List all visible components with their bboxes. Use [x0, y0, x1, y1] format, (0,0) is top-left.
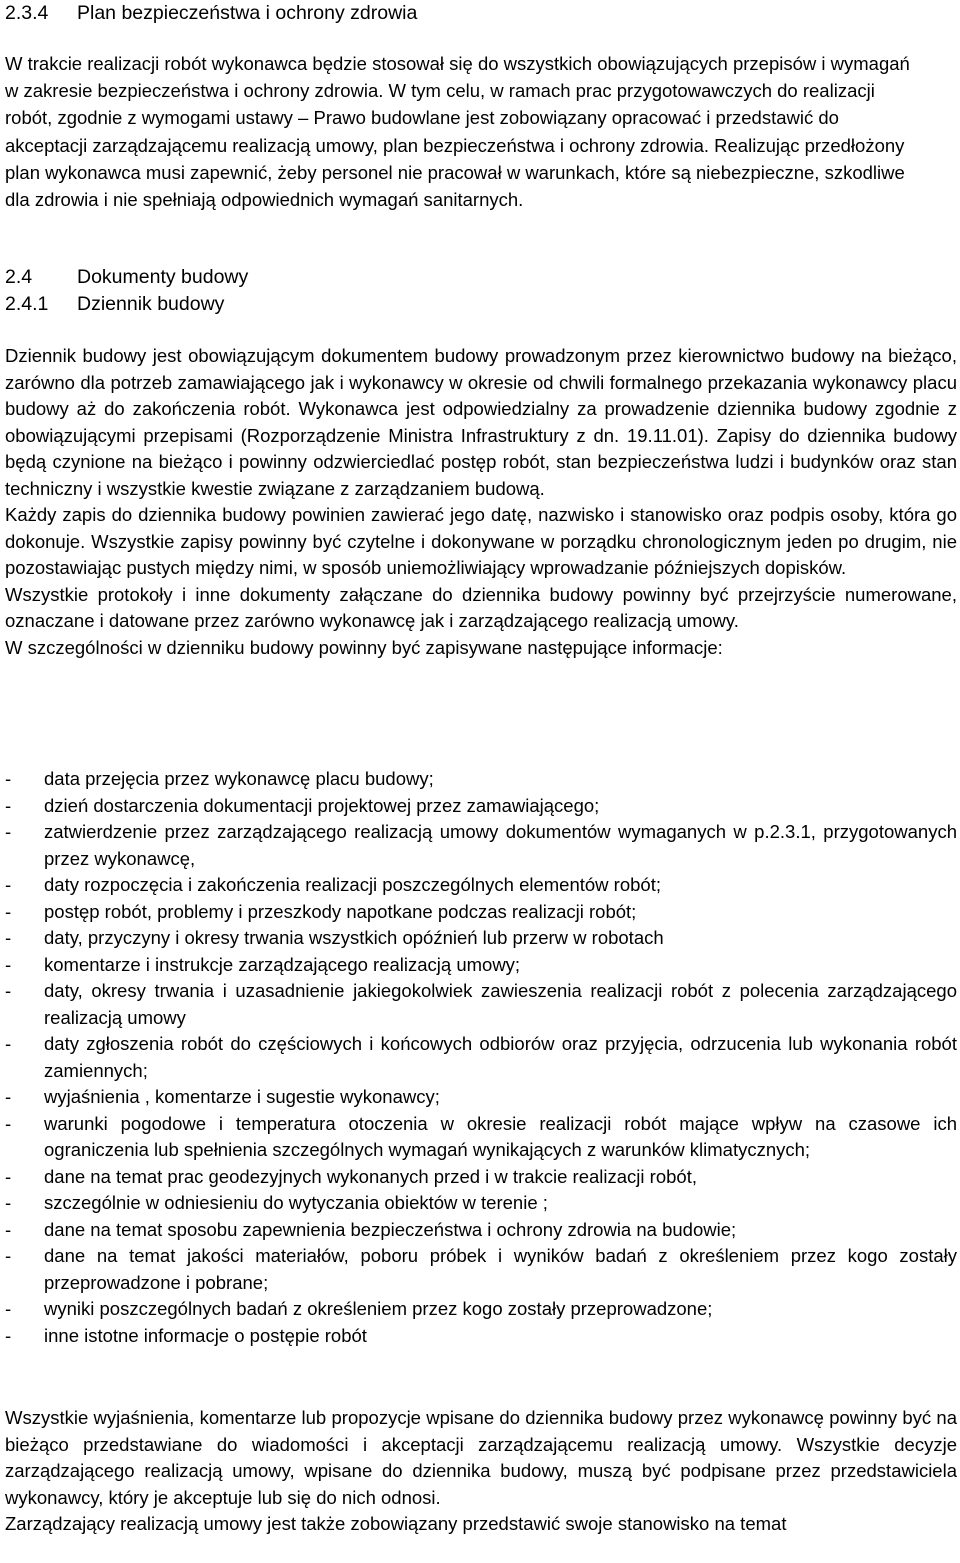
- heading-title: Dokumenty budowy: [77, 266, 249, 288]
- bullet-marker: -: [5, 900, 12, 922]
- list-item-text: warunki pogodowe i temperatura otoczenia w okresie realizacji robót mające wpływ na czasowe ich ograniczenia lub spełnienia szczególnych wymagań wynikających z warunków klimatycznych;: [44, 1112, 957, 1160]
- bullet-marker: -: [5, 1324, 12, 1346]
- list-item: [5, 978, 957, 1031]
- bullet-marker: -: [5, 1192, 12, 1213]
- list-item-text: wyniki poszczególnych badań z określeniem przez kogo zostały przeprowadzone;: [44, 1298, 713, 1319]
- heading-number: 2.3.4: [5, 2, 49, 24]
- bullet-marker: -: [5, 768, 12, 789]
- bullet-marker: -: [5, 794, 12, 816]
- list-item-text: daty rozpoczęcia i zakończenia realizacji poszczególnych elementów robót;: [44, 874, 661, 895]
- list-item-text: daty, okresy trwania i uzasadnienie jakiegokolwiek zawieszenia realizacji robót z polecenia zarządzającego realizacją umowy: [44, 980, 957, 1028]
- section-heading-2-3-4: [5, 2, 417, 25]
- list-item-text: zatwierdzenie przez zarządzającego realizacją umowy dokumentów wymaganych w p.2.3.1, przygotowanych przez wykonawcę,: [44, 821, 957, 869]
- section-heading-2-4: [5, 266, 248, 289]
- list-item-text: daty zgłoszenia robót do częściowych i końcowych odbiorów oraz przyjęcia, odrzucenia lub wykonania robót zamiennych;: [44, 1033, 957, 1081]
- list-item: [5, 793, 957, 820]
- list-item: [5, 952, 957, 979]
- list-item: [5, 899, 957, 926]
- section-heading-2-4-1: [5, 293, 224, 316]
- bullet-marker: -: [5, 1245, 12, 1266]
- list-item-text: komentarze i instrukcje zarządzającego realizacją umowy;: [44, 953, 521, 975]
- list-item: [5, 1031, 957, 1084]
- bullet-marker: -: [5, 821, 12, 842]
- intro-paragraph: W trakcie realizacji robót wykonawca będzie stosował się do wszystkich obowiązujących przepisów i wymagań w zakresie bezpieczeństwa i ochrony zdrowia. W tym celu, w ramach prac przygotowawczych do realizacji robót, zgodnie z wymogami ustawy – Prawo budowlane jest zobowiązany opracować i przedstawić do akceptacji zarządzającemu realizacją umowy, plan bezpieczeństwa i ochrony zdrowia. Realizując przedłożony plan wykonawca musi zapewnić, żeby personel nie pracował w warunkach, które są niebezpieczne, szkodliwe dla zdrowia i nie spełniają odpowiednich wymagań sanitarnych.: [5, 53, 910, 211]
- paragraph: Każdy zapis do dziennika budowy powinien zawierać jego datę, nazwisko i stanowisko oraz podpis osoby, która go dokonuje. Wszystkie zapisy powinny być czytelne i dokonywane w porządku chronologicznym jeden po drugim, nie pozostawiając pustych między nimi, w sposób uniemożliwiający wprowadzanie późniejszych dopisków.: [5, 504, 957, 578]
- bullet-marker: -: [5, 927, 12, 948]
- paragraph: Wszystkie wyjaśnienia, komentarze lub propozycje wpisane do dziennika budowy przez wykonawcę powinny być na bieżąco przedstawiane do wiadomości i akceptacji zarządzającemu realizacją umowy. Wszystkie decyzje zarządzającego realizacją umowy, wpisane do dziennika budowy, muszą być podpisane przez przedstawiciela wykonawcy, który je akceptuje lub się do nich odnosi.: [5, 1407, 957, 1508]
- list-item-text: daty, przyczyny i okresy trwania wszystkich opóźnień lub przerw w robotach: [44, 927, 664, 948]
- paragraph: Wszystkie protokoły i inne dokumenty załączane do dziennika budowy powinny być przejrzyście numerowane, oznaczane i datowane przez zarówno wykonawcę jak i zarządzającego realizacją umowy.: [5, 583, 957, 631]
- list-item-text: inne istotne informacje o postępie robót: [44, 1324, 367, 1346]
- paragraph: W szczególności w dzienniku budowy powinny być zapisywane następujące informacje:: [5, 636, 723, 658]
- list-item: [5, 1111, 957, 1164]
- bullet-marker: -: [5, 1165, 12, 1187]
- list-item: [5, 1243, 957, 1296]
- bullet-marker: -: [5, 1298, 12, 1319]
- dziennik-paragraphs: [5, 343, 957, 661]
- list-item-text: dane na temat prac geodezyjnych wykonanych przed i w trakcie realizacji robót,: [44, 1165, 697, 1187]
- information-list: [5, 766, 957, 1349]
- list-item-text: wyjaśnienia , komentarze i sugestie wykonawcy;: [44, 1086, 440, 1107]
- list-item-text: data przejęcia przez wykonawcę placu budowy;: [44, 768, 434, 789]
- list-item: [5, 1190, 957, 1217]
- bullet-marker: -: [5, 1112, 12, 1134]
- list-item: [5, 1296, 957, 1323]
- paragraph: Zarządzający realizacją umowy jest także zobowiązany przedstawić swoje stanowisko na temat: [5, 1513, 787, 1534]
- list-item-text: szczególnie w odniesieniu do wytyczania obiektów w terenie ;: [44, 1192, 548, 1213]
- intro-paragraph-block: [5, 50, 925, 213]
- list-item: [5, 925, 957, 952]
- bullet-marker: -: [5, 1218, 12, 1240]
- paragraph: Dziennik budowy jest obowiązującym dokumentem budowy prowadzonym przez kierownictwo budowy na bieżąco, zarówno dla potrzeb zamawiającego jak i wykonawcy w okresie od chwili formalnego przekazania wykonawcy placu budowy aż do zakończenia robót. Wykonawca jest odpowiedzialny za prowadzenie dziennika budowy zgodnie z obowiązującymi przepisami (Rozporządzenie Ministra Infrastruktury z dn. 19.11.01). Zapisy do dziennika budowy będą czynione na bieżąco i powinny odzwierciedlać postęp robót, stan bezpieczeństwa ludzi i budynków oraz stan techniczny i wszystkie kwestie związane z zarządzaniem budową.: [5, 345, 957, 499]
- list-item-text: dane na temat jakości materiałów, poboru próbek i wyników badań z określeniem przez kogo zostały przeprowadzone i pobrane;: [44, 1245, 957, 1293]
- list-item: [5, 1217, 957, 1244]
- list-item: [5, 766, 957, 793]
- list-item: [5, 819, 957, 872]
- heading-number: 2.4.1: [5, 293, 49, 315]
- bullet-marker: -: [5, 874, 12, 895]
- heading-title: Dziennik budowy: [77, 293, 225, 315]
- list-item: [5, 1164, 957, 1191]
- list-item-text: dzień dostarczenia dokumentacji projektowej przez zamawiającego;: [44, 794, 600, 816]
- heading-number: 2.4: [5, 266, 33, 288]
- list-item-text: postęp robót, problemy i przeszkody napotkane podczas realizacji robót;: [44, 900, 637, 922]
- bullet-marker: -: [5, 1086, 12, 1107]
- list-item: [5, 1084, 957, 1111]
- bullet-marker: -: [5, 953, 12, 975]
- list-item: [5, 872, 957, 899]
- bullet-marker: -: [5, 1033, 12, 1054]
- bullet-marker: -: [5, 980, 12, 1001]
- list-item: [5, 1323, 957, 1350]
- closing-paragraphs: [5, 1405, 957, 1538]
- list-item-text: dane na temat sposobu zapewnienia bezpieczeństwa i ochrony zdrowia na budowie;: [44, 1218, 737, 1240]
- heading-title: Plan bezpieczeństwa i ochrony zdrowia: [77, 2, 418, 24]
